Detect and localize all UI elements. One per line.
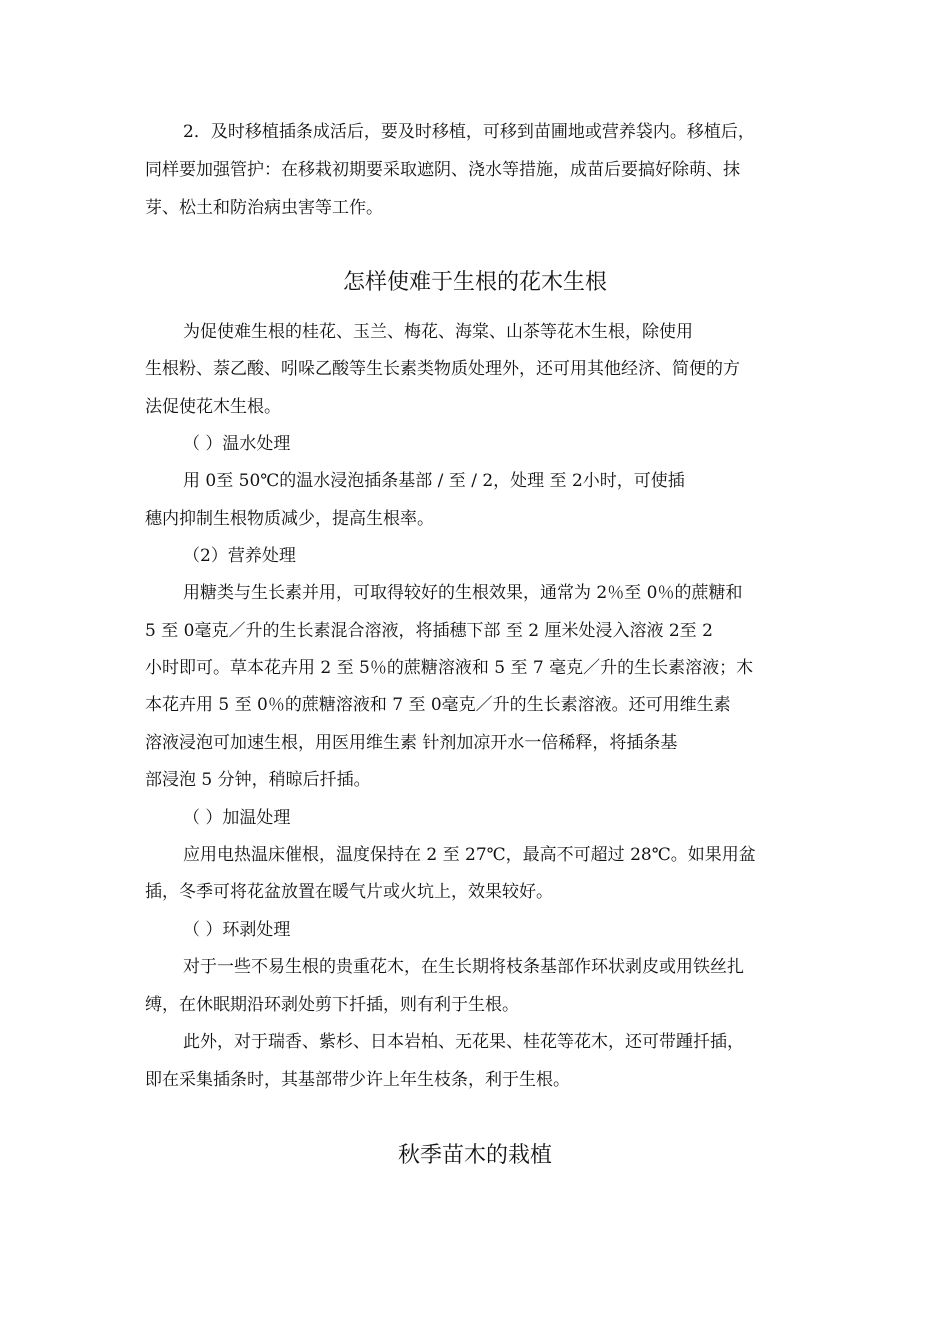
body-text-line: 本花卉用 5 至 0％的蔗糖溶液和 7 至 0毫克／升的生长素溶液。还可用维生素 [145, 695, 731, 715]
body-text-line: 部浸泡 5 分钟，稍晾后扦插。 [145, 770, 371, 790]
body-text-line: 此外，对于瑞香、紫杉、日本岩柏、无花果、桂花等花木，还可带踵扦插， [183, 1032, 744, 1052]
subsection-title: （ ）加温处理 [183, 808, 291, 828]
body-text-line: 穗内抑制生根物质减少，提高生根率。 [145, 509, 434, 529]
body-text-line: 小时即可。草本花卉用 2 至 5％的蔗糖溶液和 5 至 7 毫克／升的生长素溶液；木 [145, 658, 754, 678]
body-text-line: 用糖类与生长素并用，可取得较好的生根效果，通常为 2％至 0％的蔗糖和 [183, 583, 743, 603]
body-text-line: 缚，在休眠期沿环剥处剪下扦插，则有利于生根。 [145, 995, 519, 1015]
body-text-line: 即在采集插条时，其基部带少许上年生枝条，利于生根。 [145, 1070, 570, 1090]
body-text-line: 对于一些不易生根的贵重花木，在生长期将枝条基部作环状剥皮或用铁丝扎 [183, 957, 744, 977]
subsection-title: （2）营养处理 [183, 546, 296, 566]
body-text-line: 为促使难生根的桂花、玉兰、梅花、海棠、山茶等花木生根，除使用 [183, 322, 693, 342]
section-title: 怎样使难于生根的花木生根 [342, 270, 607, 295]
body-text-line: 同样要加强管护：在移栽初期要采取遮阴、浇水等措施，成苗后要搞好除萌、抹 [145, 160, 740, 180]
body-text-line: 2．及时移植插条成活后，要及时移植，可移到苗圃地或营养袋内。移植后， [183, 122, 755, 142]
body-text-line: 芽、松土和防治病虫害等工作。 [145, 198, 383, 218]
body-text-line: 插，冬季可将花盆放置在暖气片或火坑上，效果较好。 [145, 882, 553, 902]
body-text-line: 法促使花木生根。 [145, 397, 281, 417]
section-title: 秋季苗木的栽植 [397, 1143, 552, 1168]
body-text-line: 应用电热温床催根，温度保持在 2 至 27℃，最高不可超过 28℃。如果用盆 [183, 845, 756, 865]
subsection-title: （ ）温水处理 [183, 434, 291, 454]
subsection-title: （ ）环剥处理 [183, 920, 291, 940]
body-text-line: 溶液浸泡可加速生根，用医用维生素 针剂加凉开水一倍稀释，将插条基 [145, 733, 678, 753]
body-text-line: 用 0至 50℃的温水浸泡插条基部 / 至 / 2，处理 至 2小时，可使插 [183, 471, 685, 491]
body-text-line: 5 至 0毫克／升的生长素混合溶液，将插穗下部 至 2 厘米处浸入溶液 2至 2 [145, 621, 713, 641]
body-text-line: 生根粉、萘乙酸、吲哚乙酸等生长素类物质处理外，还可用其他经济、简便的方 [145, 359, 740, 379]
